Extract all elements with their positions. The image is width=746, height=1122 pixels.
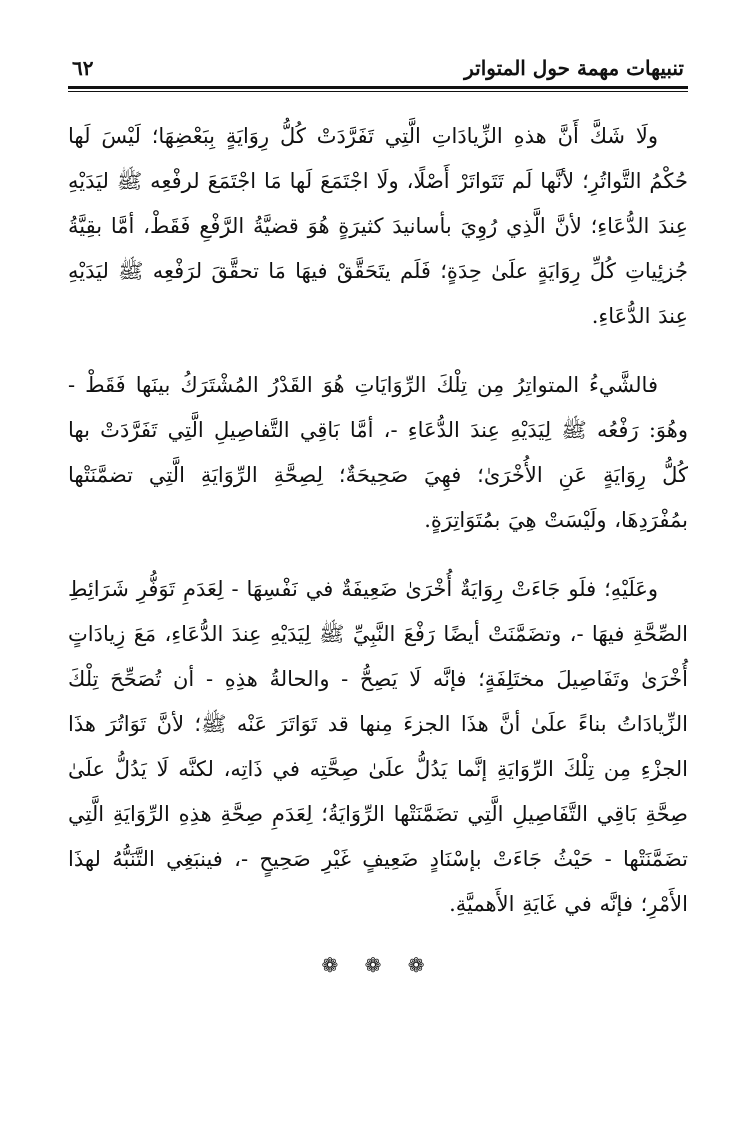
header-rule-thin <box>68 91 688 92</box>
paragraph-2: فالشَّيءُ المتواتِرُ مِن تِلْكَ الرِّوَايَاتِ هُوَ القَدْرُ المُشْتَرَكُ بينَها فَقَطْ - وهُوَ: رَفْعُه ﷺ لِيَدَيْهِ عِندَ الدُّعَاءِ -، أمَّا بَاقِي التَّفاصِيلِ الَّتِي تَفَرَّدَتْ بها كُلُّ رِوَايَةٍ عَنِ الأُخْرَىٰ؛ فهِيَ صَحِيحَةٌ؛ لِصِحَّةِ الرِّوَايَةِ الَّتِي تضمَّنَتْها بمُفْرَدِهَا، ولَيْسَتْ هِيَ بمُتَوَاتِرَةٍ. <box>68 373 688 532</box>
paragraph-3: وعَلَيْهِ؛ فلَو جَاءَتْ رِوَايَةٌ أُخْرَىٰ ضَعِيفَةٌ في نَفْسِهَا - لِعَدَمِ تَوَفُّرِ شَرَائِطِ الصِّحَّةِ فيهَا -، وتضَمَّنَتْ أيضًا رَفْعَ النَّبِيِّ ﷺ لِيَدَيْهِ عِندَ الدُّعَاءِ، مَعَ زِيادَاتٍ أُخْرَىٰ وتَفَاصِيلَ مختَلِفَةٍ؛ فإنَّه لَا يَصِحُّ - والحالةُ هذِهِ - أن تُصَحِّحَ تِلْكَ الزِّيادَاتُ بناءً علَىٰ أنَّ هذَا الجزءَ مِنها قد تَوَاتَرَ عَنْه ﷺ؛ لأنَّ تَوَاتُرَ هذَا الجزْءِ مِن تِلْكَ الرِّوَايَةِ إنَّما يَدُلُّ علَىٰ صِحَّتِه في ذَاتِه، لكنَّه لَا يَدُلُّ علَىٰ صِحَّةِ بَاقِي التَّفَاصِيلِ الَّتِي تضَمَّنَتْها الرِّوَايَةُ؛ لِعَدَمِ صِحَّةِ هذِهِ الرِّوَايَةِ الَّتِي تضَمَّنَتْها - حَيْثُ جَاءَتْ بإسْنَادٍ ضَعِيفٍ غَيْرِ صَحِيحٍ -، فينبَغِي التَّنَبُّهُ لهذَا الأَمْرِ؛ فإنَّه في غَايَةِ الأَهميَّةِ. <box>68 577 688 916</box>
paragraph-1: ولَا شَكَّ أَنَّ هذهِ الزِّيادَاتِ الَّتِي تَفَرَّدَتْ كُلُّ رِوَايَةٍ بِبَعْضِهَا؛ لَيْسَ لَها حُكْمُ التَّواتُرِ؛ لأنَّها لَم تَتَواتَرْ أَصْلًا، ولَا اجْتَمَعَ لَها مَا اجْتَمَعَ لرفْعِه ﷺ ليَدَيْهِ عِندَ الدُّعَاءِ؛ لأنَّ الَّذِي رُوِيَ بأسانيدَ كثيرَةٍ هُوَ قضيَّةُ الرَّفْعِ فَقَطْ، أمَّا بقِيَّةُ جُزئِياتِ كُلِّ رِوَايَةٍ علَىٰ حِدَةٍ؛ فَلَم يتَحَقَّقْ فيهَا مَا تحقَّقَ لرَفْعِه ﷺ ليَدَيْهِ عِندَ الدُّعَاءِ. <box>68 124 688 328</box>
section-end-ornament: ❁ ❁ ❁ <box>321 953 435 977</box>
page-number: ٦٢ <box>72 56 94 80</box>
running-title: تنبيهات مهمة حول المتواتر <box>464 56 684 80</box>
page-header <box>68 50 688 86</box>
body-text <box>68 114 688 927</box>
page <box>68 50 688 977</box>
header-rule-thick <box>68 86 688 89</box>
